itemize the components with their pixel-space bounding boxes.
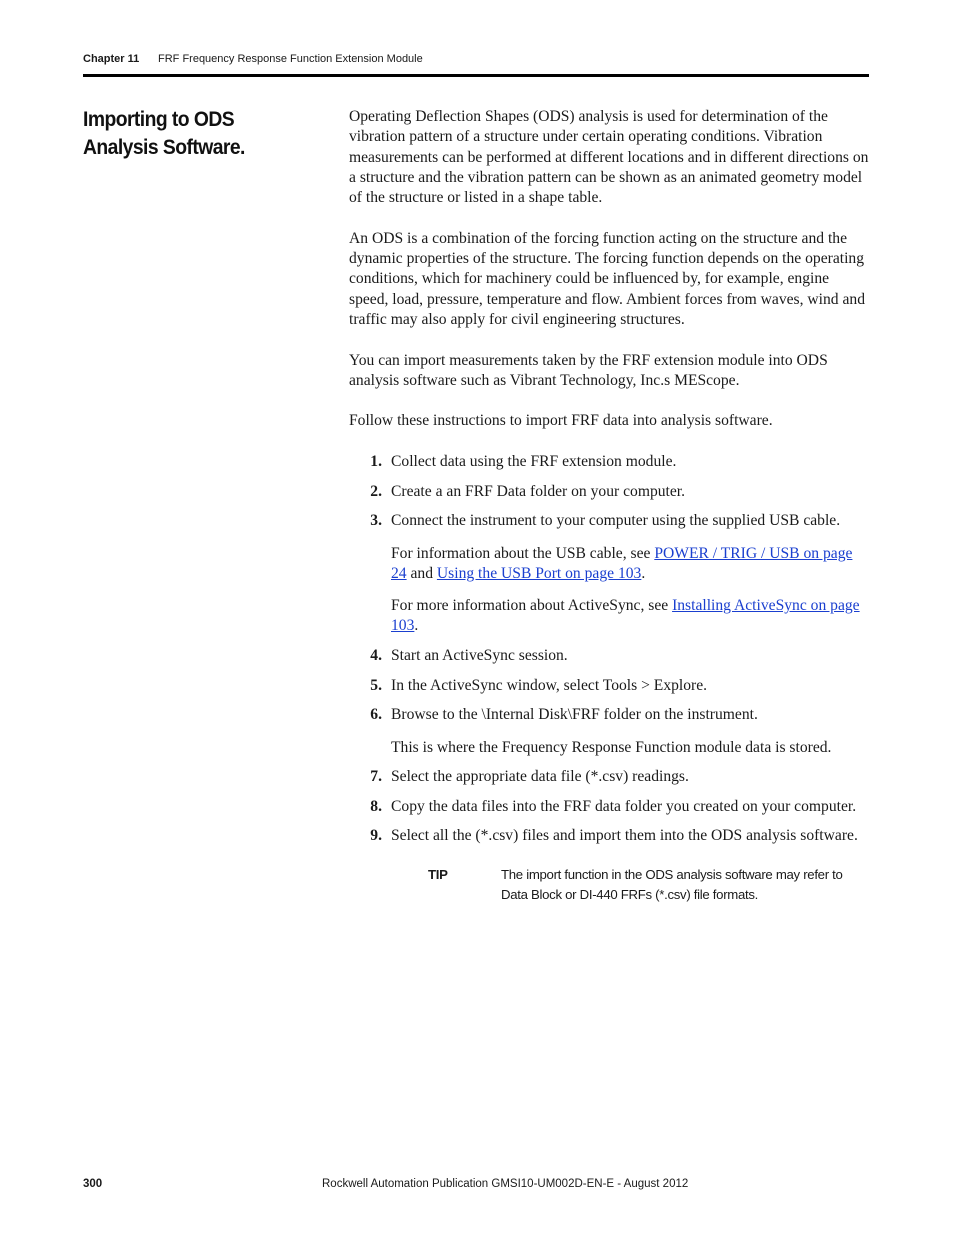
list-item: [349, 482, 871, 502]
link-installing-activesync[interactable]: Installing ActiveSync on page 103: [391, 597, 860, 635]
chapter-label: Chapter 11: [83, 53, 140, 65]
link-power-trig-usb[interactable]: POWER / TRIG / USB on page 24: [391, 544, 853, 582]
step-text: Create a an FRF Data folder on your computer.: [391, 482, 686, 500]
step-text: Browse to the \Internal Disk\FRF folder on the instrument.: [391, 706, 758, 724]
step-note: This is where the Frequency Response Function module data is stored.: [391, 738, 832, 756]
steps-list: [349, 452, 871, 847]
paragraph-import-info: You can import measurements taken by the FRF extension module into ODS analysis software such as Vibrant Technology, Inc.s MEScope.: [349, 351, 828, 389]
step-text: Collect data using the FRF extension module.: [391, 453, 677, 471]
main-content: [349, 107, 871, 905]
step-number: 1.: [370, 453, 382, 471]
tip-box: [349, 865, 871, 905]
step-number: 4.: [370, 647, 382, 665]
step-number: 6.: [370, 706, 382, 724]
list-item: [349, 511, 871, 636]
activesync-note-text-end: .: [414, 617, 419, 635]
paragraph-instructions-lead: Follow these instructions to import FRF data into analysis software.: [349, 412, 773, 430]
list-item: [349, 826, 871, 846]
list-item: [349, 452, 871, 472]
tip-label: TIP: [428, 866, 448, 882]
list-item: [349, 705, 871, 758]
list-item: [349, 797, 871, 817]
paragraph-ods-intro: Operating Deflection Shapes (ODS) analysis is used for determination of the vibration pattern of a structure under certain operating conditions. Vibration measurements can be performed at different locations and in different directions on a structure and the vibration pattern can be shown as an animated geometry model of the structure or listed in a shape table.: [349, 108, 869, 207]
paragraph-ods-definition: An ODS is a combination of the forcing function acting on the structure and the dynamic properties of the structure. The forcing function depends on the operating conditions, which for machinery could be influenced by, for example, engine speed, load, pressure, temperature and flow. Ambient forces from waves, wind and traffic may also apply for civil engineering structures.: [349, 229, 866, 328]
header-rule: [83, 74, 869, 77]
publication-info: Rockwell Automation Publication GMSI10-UM002D-EN-E - August 2012: [322, 1178, 689, 1190]
step-text: Connect the instrument to your computer using the supplied USB cable.: [391, 512, 841, 530]
list-item: [349, 646, 871, 666]
step-number: 5.: [370, 676, 382, 694]
page-header: [83, 53, 868, 65]
step-number: 9.: [370, 827, 382, 845]
step-number: 7.: [370, 768, 382, 786]
page-number: 300: [83, 1178, 103, 1190]
activesync-note-text: For more information about ActiveSync, see: [391, 597, 673, 615]
activesync-note: [391, 596, 871, 637]
list-item: [349, 676, 871, 696]
usb-note-text-mid: and: [406, 564, 437, 582]
section-title: Importing to ODS Analysis Software.: [83, 108, 245, 159]
chapter-title: FRF Frequency Response Function Extension Module: [158, 53, 423, 65]
step-text: In the ActiveSync window, select Tools > Explore.: [391, 676, 708, 694]
step-number: 3.: [370, 512, 382, 530]
usb-note: [391, 544, 871, 585]
link-using-usb-port[interactable]: Using the USB Port on page 103: [436, 564, 642, 582]
list-item: [349, 767, 871, 787]
usb-note-text-end: .: [641, 564, 646, 582]
tip-text: The import function in the ODS analysis software may refer to Data Block or DI-440 FRFs (*.csv) file formats.: [501, 866, 843, 902]
step-number: 8.: [370, 797, 382, 815]
usb-note-text: For information about the USB cable, see: [391, 544, 655, 562]
step-text: Select the appropriate data file (*.csv) readings.: [391, 768, 689, 786]
step-text: Select all the (*.csv) files and import them into the ODS analysis software.: [391, 827, 858, 845]
step-text: Copy the data files into the FRF data folder you created on your computer.: [391, 797, 857, 815]
step-number: 2.: [370, 482, 382, 500]
step-text: Start an ActiveSync session.: [391, 647, 568, 665]
